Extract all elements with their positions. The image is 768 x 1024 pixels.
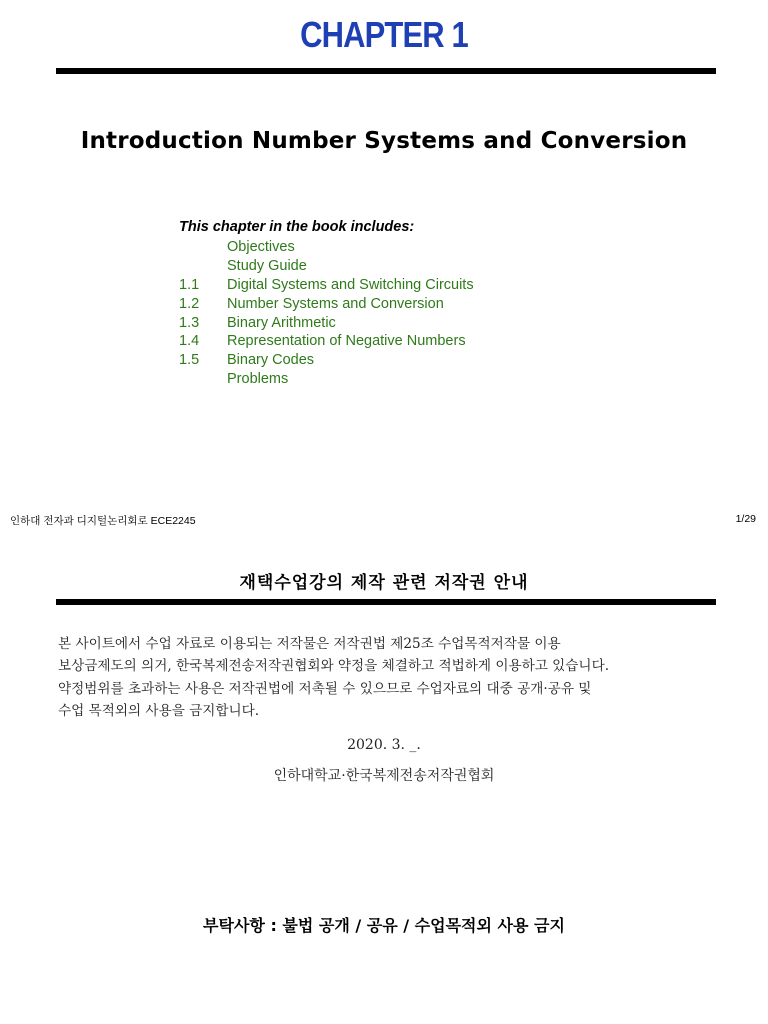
notice-line: 보상금제도의 의거, 한국복제전송저작권협회와 약정을 체결하고 적법하게 이용하고 있습니다. bbox=[58, 658, 610, 675]
toc-number bbox=[179, 370, 227, 389]
notice-organization: 인하대학교·한국복제전송저작권협회 bbox=[273, 768, 495, 784]
toc-item[interactable] bbox=[179, 314, 599, 333]
course-footer: 인하대 전자과 디지털논리회로 ECE2245 bbox=[10, 515, 196, 527]
toc-number bbox=[179, 238, 227, 257]
slide-2-copyright-notice bbox=[0, 540, 768, 1024]
toc-label: Binary Codes bbox=[227, 352, 315, 369]
toc-item[interactable] bbox=[179, 332, 599, 351]
chapter-contents bbox=[179, 218, 599, 389]
toc-label: Number Systems and Conversion bbox=[227, 295, 444, 312]
toc-label: Digital Systems and Switching Circuits bbox=[227, 276, 474, 293]
notice-body bbox=[58, 633, 718, 722]
toc-number: 1.2 bbox=[179, 295, 200, 312]
toc-item[interactable] bbox=[179, 257, 599, 276]
toc-number bbox=[179, 257, 227, 276]
notice-line: 수업 목적외의 사용을 금지합니다. bbox=[58, 702, 260, 719]
toc-item[interactable] bbox=[179, 370, 599, 389]
notice-date: 2020. 3. _. bbox=[347, 737, 421, 753]
toc-item[interactable] bbox=[179, 238, 599, 257]
notice-line: 본 사이트에서 수업 자료로 이용되는 저작물은 저작권법 제25조 수업목적저작물 이용 bbox=[58, 636, 561, 652]
page-number: 1/29 bbox=[735, 513, 756, 525]
toc-item[interactable] bbox=[179, 276, 599, 295]
request-notice: 부탁사항 : 불법 공개 / 공유 / 수업목적외 사용 금지 bbox=[203, 916, 565, 935]
toc-label: Objectives bbox=[227, 238, 295, 255]
toc-label: Representation of Negative Numbers bbox=[227, 333, 466, 350]
notice-title: 재택수업강의 제작 관련 저작권 안내 bbox=[239, 573, 529, 593]
chapter-title: CHAPTER 1 bbox=[300, 14, 468, 55]
notice-line: 약정범위를 초과하는 사용은 저작권법에 저촉될 수 있으므로 수업자료의 대중 공개·공유 및 bbox=[58, 680, 592, 697]
notice-divider bbox=[56, 599, 716, 605]
toc-number: 1.4 bbox=[179, 333, 200, 350]
toc-item[interactable] bbox=[179, 351, 599, 370]
toc-heading: This chapter in the book includes: bbox=[179, 219, 415, 235]
toc-label: Problems bbox=[227, 371, 289, 388]
toc-label: Binary Arithmetic bbox=[227, 314, 336, 331]
toc-number: 1.5 bbox=[179, 352, 200, 369]
toc-label: Study Guide bbox=[227, 257, 307, 274]
toc-item[interactable] bbox=[179, 295, 599, 314]
toc-number: 1.1 bbox=[179, 276, 200, 293]
title-divider bbox=[56, 68, 716, 74]
toc-number: 1.3 bbox=[179, 314, 200, 331]
main-title: Introduction Number Systems and Conversion bbox=[80, 128, 688, 154]
